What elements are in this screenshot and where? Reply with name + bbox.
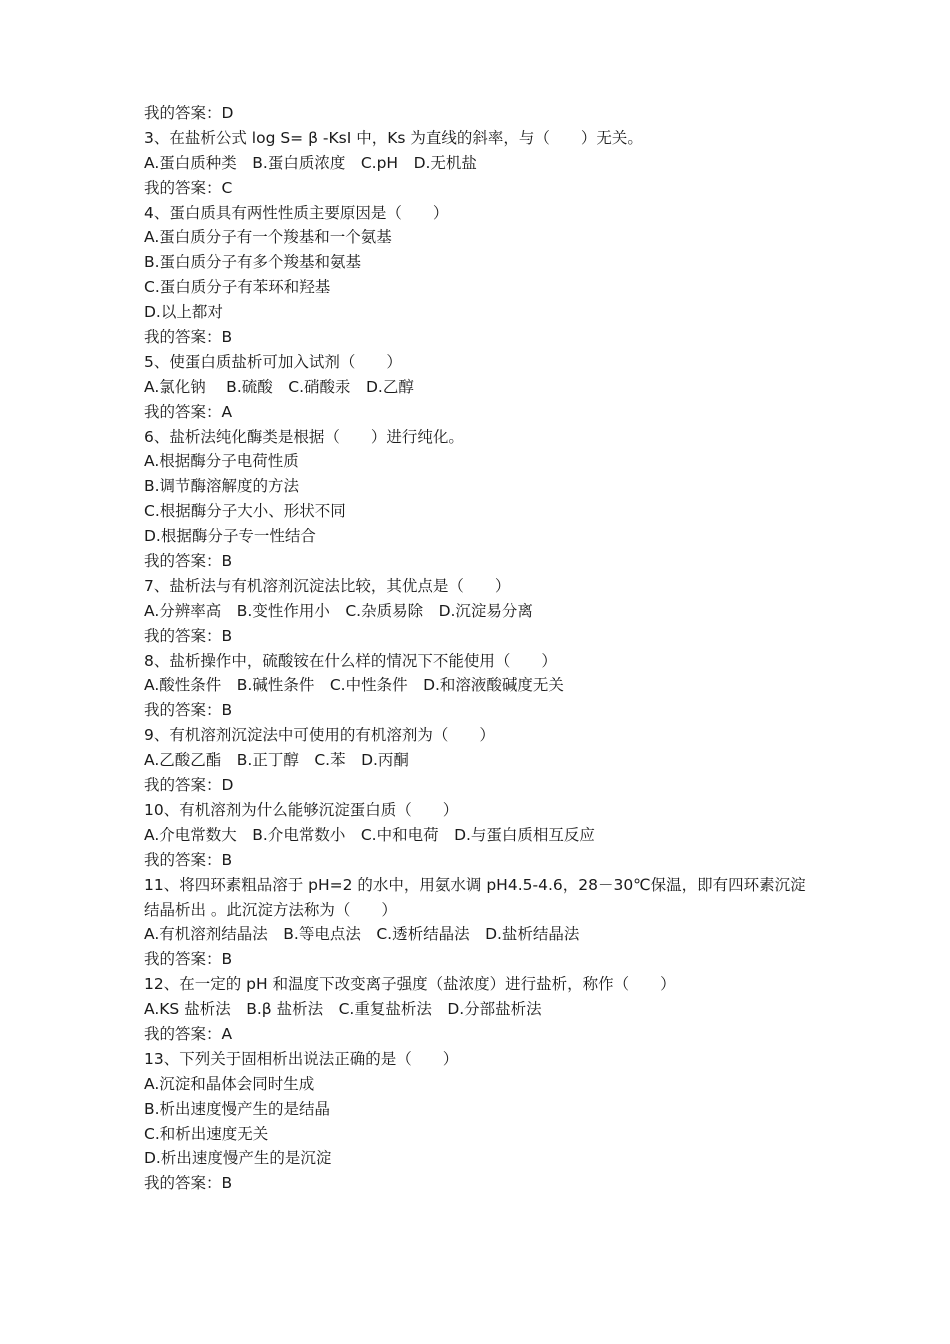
text-line: 13、下列关于固相析出说法正确的是（ ） (144, 1049, 459, 1068)
text-line: 我的答案：B (144, 552, 233, 571)
text-line: 8、盐析操作中，硫酸铵在什么样的情况下不能使用（ ） (144, 651, 557, 670)
text-line: 4、蛋白质具有两性性质主要原因是（ ） (144, 203, 449, 222)
text-line: 我的答案：B (144, 626, 233, 645)
text-line: 我的答案：B (144, 850, 233, 869)
text-line: 7、盐析法与有机溶剂沉淀法比较，其优点是（ ） (144, 576, 511, 595)
question-list (144, 101, 824, 1196)
text-line: A.乙酸乙酯 B.正丁醇 C.苯 D.丙酮 (144, 751, 409, 770)
text-line: B.蛋白质分子有多个羧基和氨基 (144, 253, 362, 272)
text-line: 我的答案：D (144, 104, 234, 122)
text-line: D.析出速度慢产生的是沉淀 (144, 1149, 332, 1168)
text-line: A.蛋白质种类 B.蛋白质浓度 C.pH D.无机盐 (144, 153, 477, 172)
text-line: 我的答案：B (144, 328, 233, 347)
text-line: 10、有机溶剂为什么能够沉淀蛋白质（ ） (144, 800, 459, 819)
text-line: 我的答案：C (144, 178, 233, 197)
text-line: A.有机溶剂结晶法 B.等电点法 C.透析结晶法 D.盐析结晶法 (144, 925, 580, 944)
text-line: 我的答案：B (144, 701, 233, 720)
text-line: A.酸性条件 B.碱性条件 C.中性条件 D.和溶液酸碱度无关 (144, 676, 564, 695)
text-line: 结晶析出 。此沉淀方法称为（ ） (144, 900, 397, 919)
text-line: A.蛋白质分子有一个羧基和一个氨基 (144, 228, 392, 247)
text-line: A.介电常数大 B.介电常数小 C.中和电荷 D.与蛋白质相互反应 (144, 825, 595, 844)
text-line: D.根据酶分子专一性结合 (144, 527, 316, 546)
text-line: 9、有机溶剂沉淀法中可使用的有机溶剂为（ ） (144, 726, 495, 745)
text-line: B.调节酶溶解度的方法 (144, 477, 300, 496)
text-line: A.氯化钠 B.硫酸 C.硝酸汞 D.乙醇 (144, 377, 414, 396)
text-line: 我的答案：B (144, 1174, 233, 1193)
text-line: 我的答案：A (144, 402, 233, 421)
text-line: A.根据酶分子电荷性质 (144, 452, 299, 471)
text-line: 12、在一定的 pH 和温度下改变离子强度（盐浓度）进行盐析，称作（ ） (144, 975, 676, 994)
text-line: D.以上都对 (144, 303, 223, 322)
text-line: A.分辨率高 B.变性作用小 C.杂质易除 D.沉淀易分离 (144, 601, 533, 620)
text-line: C.和析出速度无关 (144, 1124, 269, 1143)
text-line: 6、盐析法纯化酶类是根据（ ）进行纯化。 (144, 427, 464, 446)
text-line: C.蛋白质分子有苯环和羟基 (144, 278, 331, 297)
text-line: 我的答案：B (144, 950, 233, 969)
text-line: 5、使蛋白质盐析可加入试剂（ ） (144, 352, 402, 371)
text-line: B.析出速度慢产生的是结晶 (144, 1099, 331, 1118)
text-line: A.沉淀和晶体会同时生成 (144, 1074, 315, 1093)
text-line: 3、在盐析公式 log S= β -KsI 中，Ks 为直线的斜率，与（ ）无关。 (144, 128, 643, 147)
text-line: 我的答案：D (144, 776, 234, 795)
text-line: 11、将四环素粗品溶于 pH=2 的水中，用氨水调 pH4.5-4.6，28－30℃保温，即有四环素沉淀 (144, 875, 806, 894)
text-line: 我的答案：A (144, 1024, 233, 1043)
text-line: C.根据酶分子大小、形状不同 (144, 502, 346, 521)
text-line: A.KS 盐析法 B.β 盐析法 C.重复盐析法 D.分部盐析法 (144, 1000, 542, 1019)
